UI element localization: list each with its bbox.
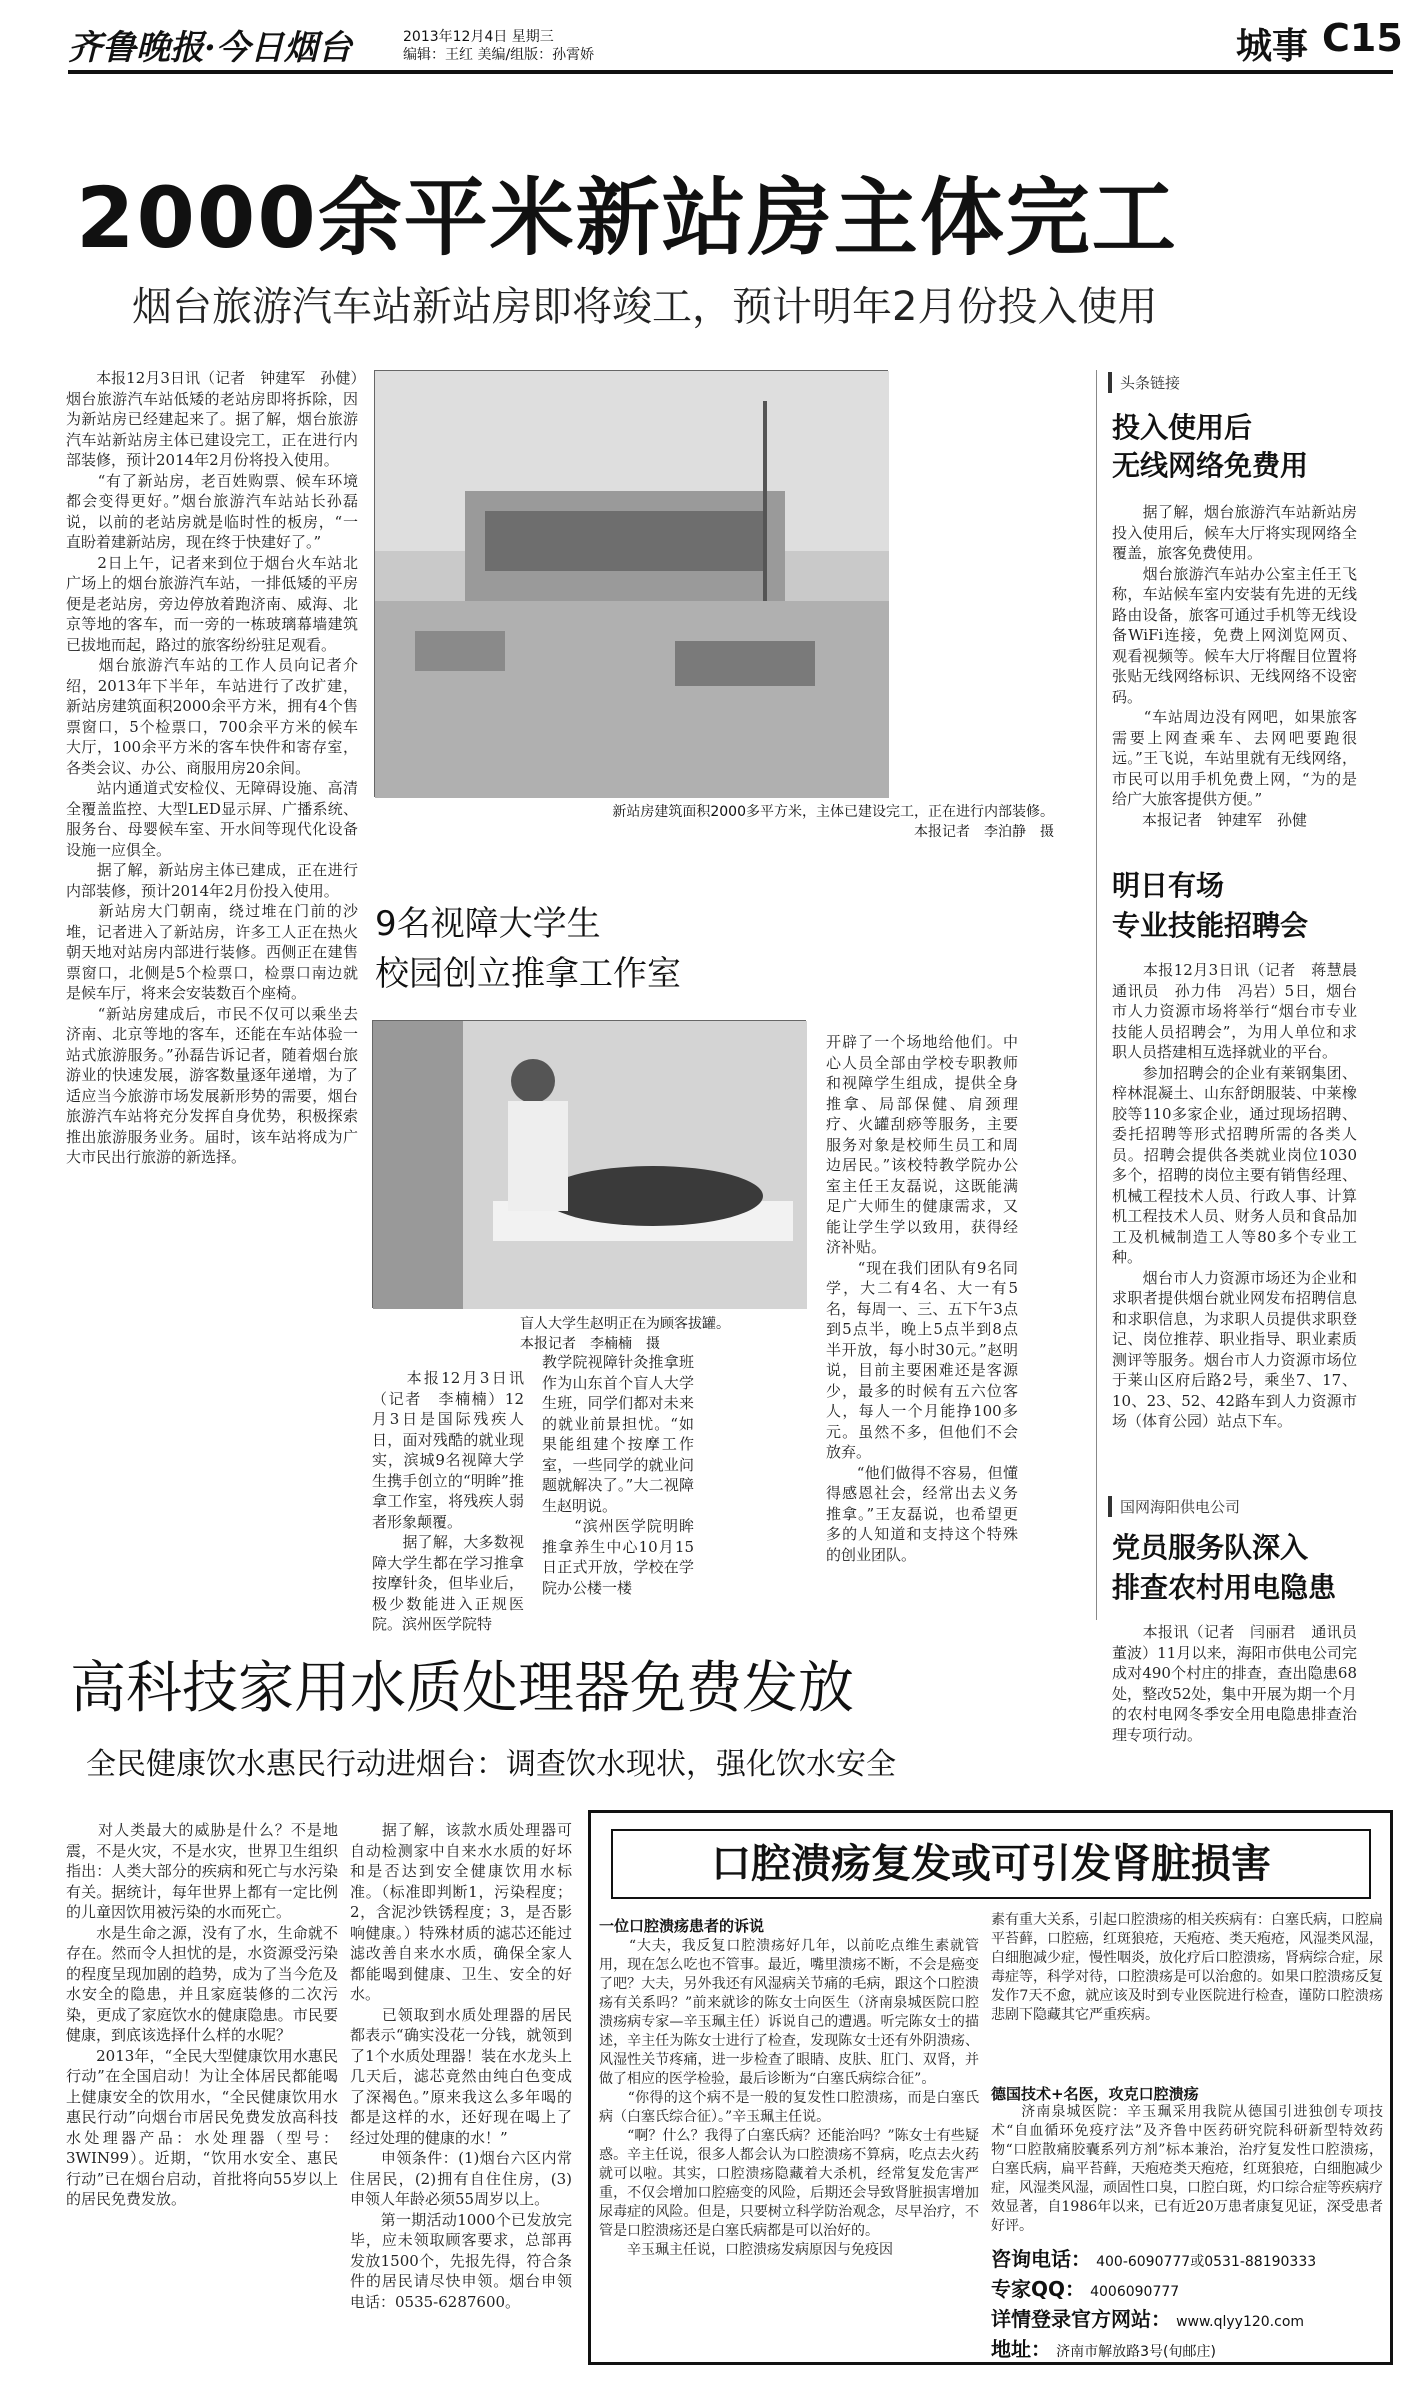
- contact-website: [991, 2303, 1386, 2333]
- oral-lead: 一位口腔溃疡患者的诉说: [599, 1917, 765, 1935]
- bus-station-image: [375, 371, 889, 798]
- blind-article-col3: 开辟了一个场地给他们。中心人员全部由学校专职教师和视障学生组成，提供全身推拿、局部保健、肩颈理疗、火罐刮痧等服务，主要服务对象是校师生员工和周边居民。”该校特教学院办公室主任王友磊说，这既能满足广大师生的健康需求，又能让学生学以致用，获得经济补贴。 “现在我们团队有9名同学，大二有4名、大一有5名，每周一、三、五下午3点到5点半，晚上5点半到8点半开放，每小时30元。”赵明说，目前主要困难还是客源少，最多的时候有五六位客人，每人一个月能挣100多元。虽然不多，但他们不会放弃。 “他们做得不容易，但懂得感恩社会，经常出去义务推拿。”王友磊说，也希望更多的人知道和支持这个特殊的创业团队。: [826, 1033, 1018, 1564]
- bus-station-photo: [374, 370, 888, 797]
- massage-photo-caption: 盲人大学生赵明正在为顾客拔罐。 本报记者 李楠楠 摄: [520, 1316, 730, 1352]
- side-job-body: 本报12月3日讯（记者 蒋慧晨 通讯员 孙力伟 冯岩）5日，烟台市人力资源市场将举行“烟台市专业技能人员招聘会”，为用人单位和求职人员搭建相互选择就业的平台。 参加招聘会的企业有莱钢集团、梓林混凝土、山东舒朗服装、中莱橡胶等110多家企业，通过现场招聘、委托招聘等形式招聘所需的各类人员。招聘会提供各类就业岗位1030多个，招聘的岗位主要有销售经理、机械工程技术人员、行政人事、计算机工程技术人员、财务人员和食品加工及机械制造工人等80多个专业工种。 烟台市人力资源市场还为企业和求职者提供烟台就业网发布招聘信息和求职信息，为求职人员提供求职登记、岗位推荐、职业指导、职业素质测评等服务。烟台市人力资源市场位于莱山区府后路2号，乘坐7、17、10、23、52、42路车到人力资源市场（体育公园）站点下车。: [1112, 961, 1357, 1430]
- oral-col2b: 济南泉城医院：辛玉珮采用我院从德国引进独创专项技术“自血循环免疫疗法”及齐鲁中医药研究院科研新型特效药物“口腔散痛胶囊系列方剂”标本兼治，治疗复发性口腔溃疡，白塞氏病，扁平苔藓，天疱疮类天疱疮，红斑狼疮，白细胞减少症，风湿类风湿，顽固性口臭，口腔白斑，灼口综合症等疾病疗效显著，自1986年以来，已有近20万患者康复见证，深受患者好评。: [991, 2104, 1383, 2234]
- side-power-tag: 国网海阳供电公司: [1108, 1496, 1240, 1517]
- side-wifi-headline-line2: 无线网络免费用: [1112, 449, 1309, 482]
- contact-website-label: 详情登录官方网站：: [991, 2307, 1171, 2331]
- issue-date: 2013年12月4日 星期三: [403, 29, 554, 45]
- contact-address-value: 济南市解放路3号(旬邮庄): [1056, 2344, 1216, 2360]
- masthead-rule: [68, 70, 1393, 74]
- massage-image: [373, 1021, 807, 1309]
- oral-contact-list: [991, 2243, 1386, 2363]
- contact-address: [991, 2333, 1386, 2363]
- side-power-body: 本报讯（记者 闫丽君 通讯员 董波）11月以来，海阳市供电公司完成对490个村庄的排查，查出隐患68处，整改52处，集中开展为期一个月的农村电网冬季安全用电隐患排查治理专项行动。: [1112, 1623, 1373, 1744]
- blind-headline-line1: 9名视障大学生: [375, 904, 601, 944]
- editor-credits: 编辑：王红 美编/组版：孙霄娇: [403, 47, 595, 63]
- side-wifi-headline-line1: 投入使用后: [1112, 411, 1253, 444]
- oral-col2: 素有重大关系，引起口腔溃疡的相关疾病有：白塞氏病，口腔扁平苔藓，口腔癌，红斑狼疮，天疱疮、类天疱疮，风湿类风湿，白细胞减少症，慢性咽炎，放化疗后口腔溃疡，肾病综合症，尿毒症等，科学对待，口腔溃疡是可以治愈的。如果口腔溃疡反复发作7天不愈，就应该及时到专业医院进行检查，谨防口腔溃疡悲剧下隐藏其它严重疾病。: [991, 1912, 1383, 2023]
- water-article-col1: 对人类最大的威胁是什么？不是地震，不是火灾，不是水灾，世界卫生组织指出：人类大部分的疾病和死亡与水污染有关。据统计，每年世界上都有一定比例的儿童因饮用被污染的水而死亡。 水是生命之源，没有了水，生命就不存在。然而令人担忧的是，水资源受污染的程度呈现加剧的趋势，成为了当今危及水安全的隐患，并且家庭装修的二次污染，更成了家庭饮水的健康隐患。市民要健康，到底该选择什么样的水呢？ 2013年，“全民大型健康饮用水惠民行动”在全国启动！为让全体居民都能喝上健康安全的饮用水，“全民健康饮用水惠民行动”向烟台市居民免费发放高科技水处理器产品：水处理器（型号：3WIN99）。近期，“饮用水安全、惠民行动”已在烟台启动，首批将向55岁以上的居民免费发放。: [66, 1821, 338, 2208]
- contact-qq: [991, 2273, 1386, 2303]
- section-name: 城事: [1236, 26, 1309, 67]
- side-job-headline-line1: 明日有场: [1112, 869, 1225, 902]
- oral-headline: 口腔溃疡复发或可引发肾脏损害: [611, 1829, 1371, 1899]
- side-power-headline-line2: 排查农村用电隐患: [1112, 1571, 1337, 1604]
- contact-phone: [991, 2243, 1386, 2273]
- massage-photo: [372, 1020, 806, 1308]
- water-headline: 高科技家用水质处理器免费发放: [70, 1656, 854, 1721]
- side-job-headline-line2: 专业技能招聘会: [1112, 909, 1309, 942]
- paper-name: 齐鲁晚报·今日烟台: [68, 28, 352, 68]
- sidebar-divider: [1096, 370, 1097, 1620]
- water-article-col2: 据了解，该款水质处理器可自动检测家中自来水水质的好坏和是否达到安全健康饮用水标准。（标准即判断1，污染程度；2，含泥沙铁锈程度；3，是否影响健康。）特殊材质的滤芯还能过滤改善自来水水质，确保全家人都能喝到健康、卫生、安全的好水。 已领取到水质处理器的居民都表示“确实没花一分钱，就领到了1个水质处理器！装在水龙头上几天后，滤芯竟然由纯白色变成了深褐色。”原来我这么多年喝的都是这样的水，还好现在喝上了经过处理的健康的水！” 申领条件：(1)烟台六区内常住居民，(2)拥有自住住房，(3)申领人年龄必须55周岁以上。 第一期活动1000个已发放完毕，应未领取顾客要求，总部再发放1500个，先报先得，符合条件的居民请尽快申领。烟台申领电话：0535-6287600。: [350, 1821, 572, 2311]
- contact-phone-label: 咨询电话：: [991, 2247, 1091, 2271]
- page-number: C15: [1322, 16, 1403, 60]
- contact-qq-label: 专家QQ：: [991, 2277, 1086, 2301]
- blind-headline-line2: 校园创立推拿工作室: [375, 954, 681, 994]
- contact-address-label: 地址：: [991, 2337, 1051, 2361]
- blind-article-col2: 教学院视障针灸推拿班作为山东首个盲人大学生班，同学们都对未来的就业前景担忧。“如果能组建个按摩工作室，一些同学的就业问题就解决了。”大二视障生赵明说。 “滨州医学院明眸推拿养生中心10月15日正式开放，学校在学院办公楼一楼: [542, 1353, 694, 1597]
- contact-website-value[interactable]: www.qlyy120.com: [1176, 2314, 1305, 2330]
- oral-col1: “大夫，我反复口腔溃疡好几年，以前吃点维生素就管用，现在怎么吃也不管事。最近，嘴里溃疡不断，不会是癌变了吧？大夫，另外我还有风湿病关节痛的毛病，跟这个口腔溃疡有关系吗？”前来就诊的陈女士向医生（济南泉城医院口腔溃疡病专家—辛玉珮主任）诉说自己的遭遇。听完陈女士的描述，辛主任为陈女士进行了检查，发现陈女士还有外阴溃疡、风湿性关节疼痛，进一步检查了眼睛、皮肤、肛门、双肾，并做了相应的医学检验，最后诊断为“白塞氏病综合征”。 “你得的这个病不是一般的复发性口腔溃疡，而是白塞氏病（白塞氏综合征）。”辛玉珮主任说。 “啊？什么？我得了白塞氏病？还能治吗？”陈女士有些疑惑。辛主任说，很多人都会认为口腔溃疡不算病，吃点去火药就可以啦。其实，口腔溃疡隐藏着大杀机，经常复发危害严重，不仅会增加口腔癌变的风险，后期还会导致肾脏损害增加尿毒症的风险。但是，只要树立科学防治观念，尽早治疗，不管是口腔溃疡还是白塞氏病都是可以治好的。 辛玉珮主任说，口腔溃疡发病原因与免疫因: [599, 1938, 979, 2258]
- masthead: [0, 0, 1417, 75]
- oral-ad-box: [588, 1810, 1393, 2365]
- contact-phone-value: 400-6090777或0531-88190333: [1096, 2254, 1317, 2270]
- blind-article-col1: 本报12月3日讯（记者 李楠楠）12月3日是国际残疾人日，面对残酷的就业现实，滨城9名视障大学生携手创立的“明眸”推拿工作室，将残疾人弱者形象颠覆。 据了解，大多数视障大学生都在学习推拿按摩针灸，但毕业后，极少数能进入正规医院。滨州医学院特: [372, 1369, 524, 1633]
- side-wifi-body: 据了解，烟台旅游汽车站新站房投入使用后，候车大厅将实现网络全覆盖，旅客免费使用。 烟台旅游汽车站办公室主任王飞称，车站候车室内安装有先进的无线路由设备，旅客可通过手机等无线设备WiFi连接，免费上网浏览网页、观看视频等。候车大厅将醒目位置将张贴无线网络标识、无线网络不设密码。 “车站周边没有网吧，如果旅客需要上网查乘车、去网吧要跑很远。”王飞说，车站里就有无线网络，市民可以用手机免费上网，“为的是给广大旅客提供方便。” 本报记者 钟建军 孙健: [1112, 503, 1357, 829]
- side-link-tag: 头条链接: [1108, 372, 1180, 393]
- water-subhead: 全民健康饮水惠民行动进烟台：调查饮水现状，强化饮水安全: [86, 1747, 896, 1782]
- main-article-body: 本报12月3日讯（记者 钟建军 孙健）烟台旅游汽车站低矮的老站房即将拆除，因为新站房已经建起来了。据了解，烟台旅游汽车站新站房主体已建设完工，正在进行内部装修，预计2014年2月份将投入使用。 “有了新站房，老百姓购票、候车环境都会变得更好。”烟台旅游汽车站站长孙磊说，以前的老站房就是临时性的板房，“一直盼着建新站房，现在终于快建好了。” 2日上午，记者来到位于烟台火车站北广场上的烟台旅游汽车站，一排低矮的平房便是老站房，旁边停放着跑济南、威海、北京等地的客车，而一旁的一栋玻璃幕墙建筑已拔地而起，路过的旅客纷纷驻足观看。 烟台旅游汽车站的工作人员向记者介绍，2013年下半年，车站进行了改扩建，新站房建筑面积2000余平方米，拥有4个售票窗口，5个检票口，700余平方米的候车大厅，100余平方米的客车快件和寄存室，各类会议、办公、商服用房20余间。 站内通道式安检仪、无障碍设施、高清全覆盖监控、大型LED显示屏、广播系统、服务台、母婴候车室、开水间等现代化设备设施一应俱全。 据了解，新站房主体已建成，正在进行内部装修，预计2014年2月份投入使用。 新站房大门朝南，绕过堆在门前的沙堆，记者进入了新站房，许多工人正在热火朝天地对站房内部进行装修。西侧正在建售票窗口，北侧是5个检票口，检票口南边就是候车厅，将来会安装数百个座椅。 “新站房建成后，市民不仅可以乘坐去济南、北京等地的客车，还能在车站体验一站式旅游服务。”孙磊告诉记者，随着烟台旅游业的快速发展，游客数量逐年递增，为了适应当今旅游市场发展新形势的需要，烟台旅游汽车站将充分发挥自身优势，积极探索推出旅游服务业务。届时，该车站将成为广大市民出行旅游的新选择。: [66, 369, 358, 1166]
- main-subhead: 烟台旅游汽车站新站房即将竣工，预计明年2月份投入使用: [132, 284, 1158, 330]
- contact-qq-value: 4006090777: [1090, 2284, 1180, 2300]
- bus-photo-caption: 新站房建筑面积2000多平方米，主体已建设完工，正在进行内部装修。 本报记者 李泊静 摄: [612, 804, 1054, 840]
- main-headline: 2000余平米新站房主体完工: [76, 169, 1178, 267]
- oral-subhead: 德国技术+名医，攻克口腔溃疡: [991, 2085, 1199, 2103]
- side-power-headline-line1: 党员服务队深入: [1112, 1531, 1309, 1564]
